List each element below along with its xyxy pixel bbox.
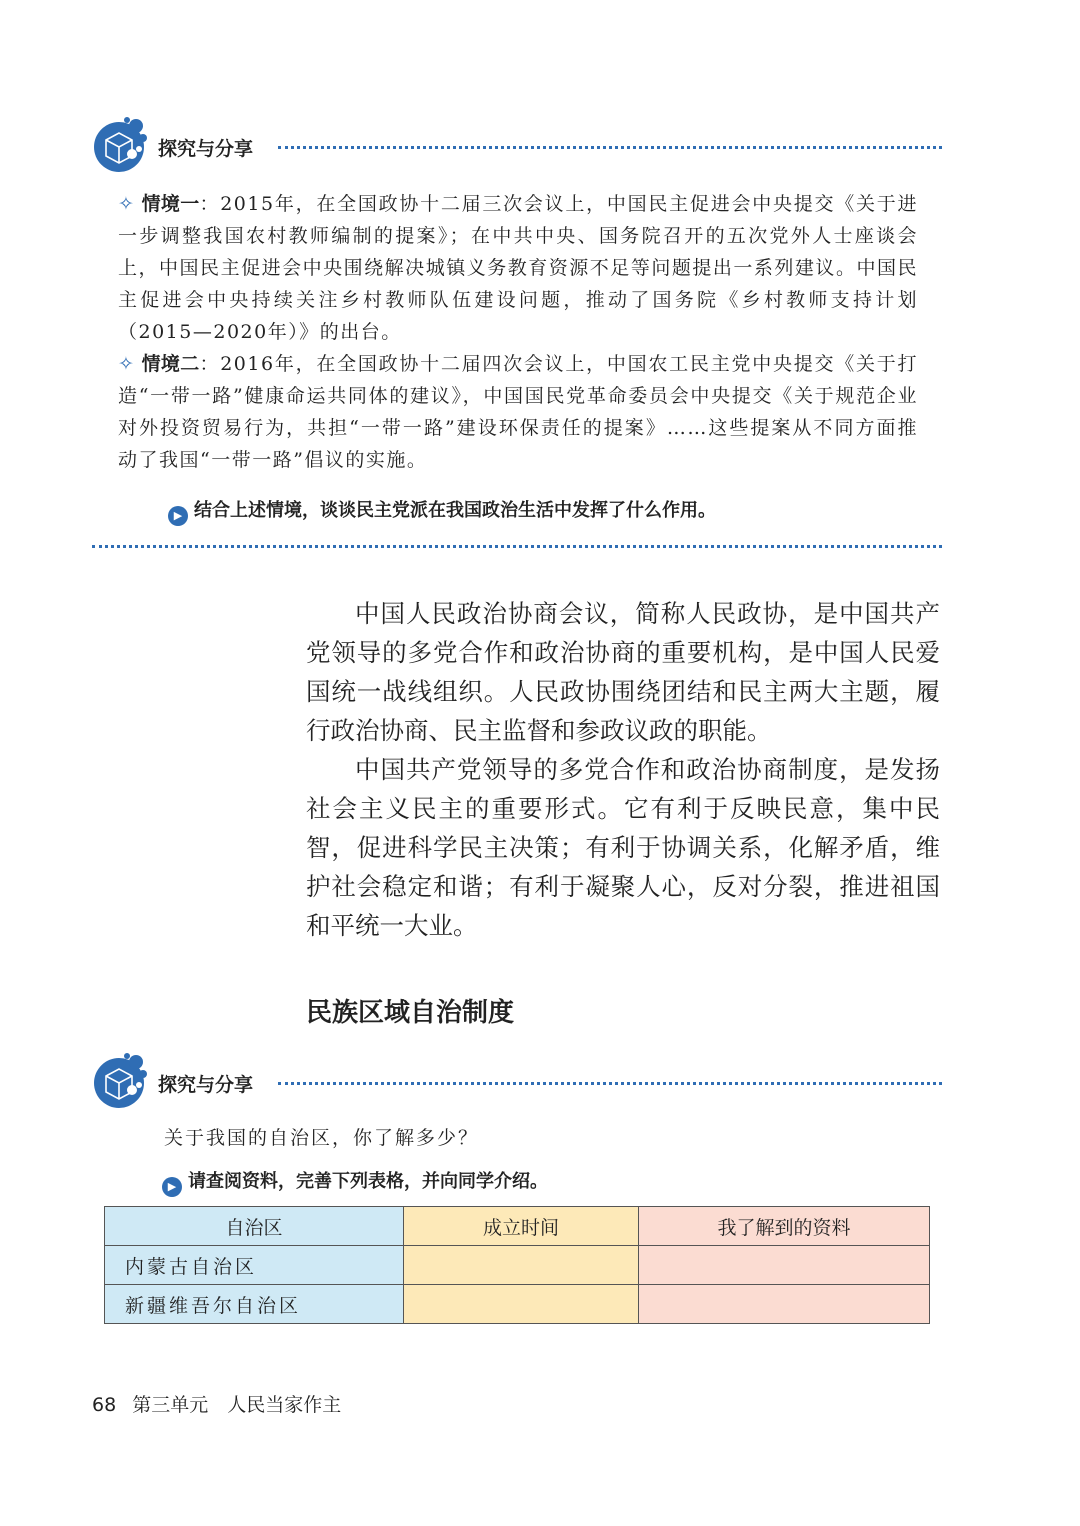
explore-box-2-title: 探究与分享 <box>158 1074 254 1096</box>
autonomous-region-table <box>104 1206 930 1324</box>
explore-cube-icon <box>92 1052 150 1110</box>
explore-box-1-prompt <box>168 496 716 526</box>
explore-box-1-prompt-text: 结合上述情境，谈谈民主党派在我国政治生活中发挥了什么作用。 <box>194 500 716 521</box>
explore-box-1-title: 探究与分享 <box>158 138 254 160</box>
situation-1-label: 情境一 <box>141 193 200 215</box>
table-cell-info[interactable] <box>639 1246 930 1285</box>
table-header-cell: 自治区 <box>105 1207 404 1246</box>
table-cell-info[interactable] <box>639 1285 930 1324</box>
body-paragraph-2: 中国共产党领导的多党合作和政治协商制度，是发扬社会主义民主的重要形式。它有利于反映民意，集中民智，促进科学民主决策；有利于协调关系，化解矛盾，维护社会稳定和谐；有利于凝聚人心，反对分裂，推进祖国和平统一大业。 <box>306 755 940 940</box>
situation-1 <box>118 188 918 348</box>
unit-title: 第三单元 人民当家作主 <box>132 1394 342 1416</box>
table-cell-date[interactable] <box>404 1285 639 1324</box>
page-footer <box>92 1390 341 1417</box>
body-paragraph-1: 中国人民政治协商会议，简称人民政协，是中国共产党领导的多党合作和政治协商的重要机构，是中国人民爱国统一战线组织。人民政协围绕团结和民主两大主题，履行政治协商、民主监督和参政议政的职能。 <box>306 599 940 745</box>
explore-box-2-prompt <box>162 1167 548 1197</box>
section-title: 民族区域自治制度 <box>306 998 515 1028</box>
table-cell-date[interactable] <box>404 1246 639 1285</box>
table-header-cell: 我了解到的资料 <box>639 1207 930 1246</box>
page-number: 68 <box>92 1394 117 1416</box>
table-header-row <box>105 1207 930 1246</box>
explore-cube-icon <box>92 116 150 174</box>
situation-2-label: 情境二 <box>141 353 200 375</box>
situation-2 <box>118 348 918 476</box>
table-header-cell: 成立时间 <box>404 1207 639 1246</box>
table-cell-region: 新疆维吾尔自治区 <box>105 1285 404 1324</box>
arrow-right-circle-icon: ▶ <box>168 506 188 526</box>
arrow-right-circle-icon: ▶ <box>162 1177 182 1197</box>
explore-box-2-prompt-text: 请查阅资料，完善下列表格，并向同学介绍。 <box>188 1171 548 1192</box>
table-row <box>105 1285 930 1324</box>
header-dotted-rule <box>278 146 942 149</box>
situation-1-text: ：2015年，在全国政协十二届三次会议上，中国民主促进会中央提交《关于进一步调整我国农村教师编制的提案》；在中共中央、国务院召开的五次党外人士座谈会上，中国民主促进会中央围绕解决城镇义务教育资源不足等问题提出一系列建议。中国民主促进会中央持续关注乡村教师队伍建设问题，推动了国务院《乡村教师支持计划（2015—2020年）》的出台。 <box>118 193 918 343</box>
explore-box-2-question: 关于我国的自治区，你了解多少？ <box>164 1127 480 1149</box>
table-row <box>105 1246 930 1285</box>
explore-box-2-header <box>92 1052 942 1112</box>
explore-box-1-header <box>92 116 942 176</box>
header-dotted-rule <box>278 1082 942 1085</box>
table-cell-region: 内蒙古自治区 <box>105 1246 404 1285</box>
situation-2-text: ：2016年，在全国政协十二届四次会议上，中国农工民主党中央提交《关于打造“一带一路”健康命运共同体的建议》，中国国民党革命委员会中央提交《关于规范企业对外投资贸易行为，共担“一带一路”建设环保责任的提案》……这些提案从不同方面推动了我国“一带一路”倡议的实施。 <box>118 353 918 471</box>
diamond-bullet-icon: ✧ <box>118 353 136 375</box>
diamond-bullet-icon: ✧ <box>118 193 136 215</box>
box-bottom-dotted-rule <box>92 545 942 548</box>
